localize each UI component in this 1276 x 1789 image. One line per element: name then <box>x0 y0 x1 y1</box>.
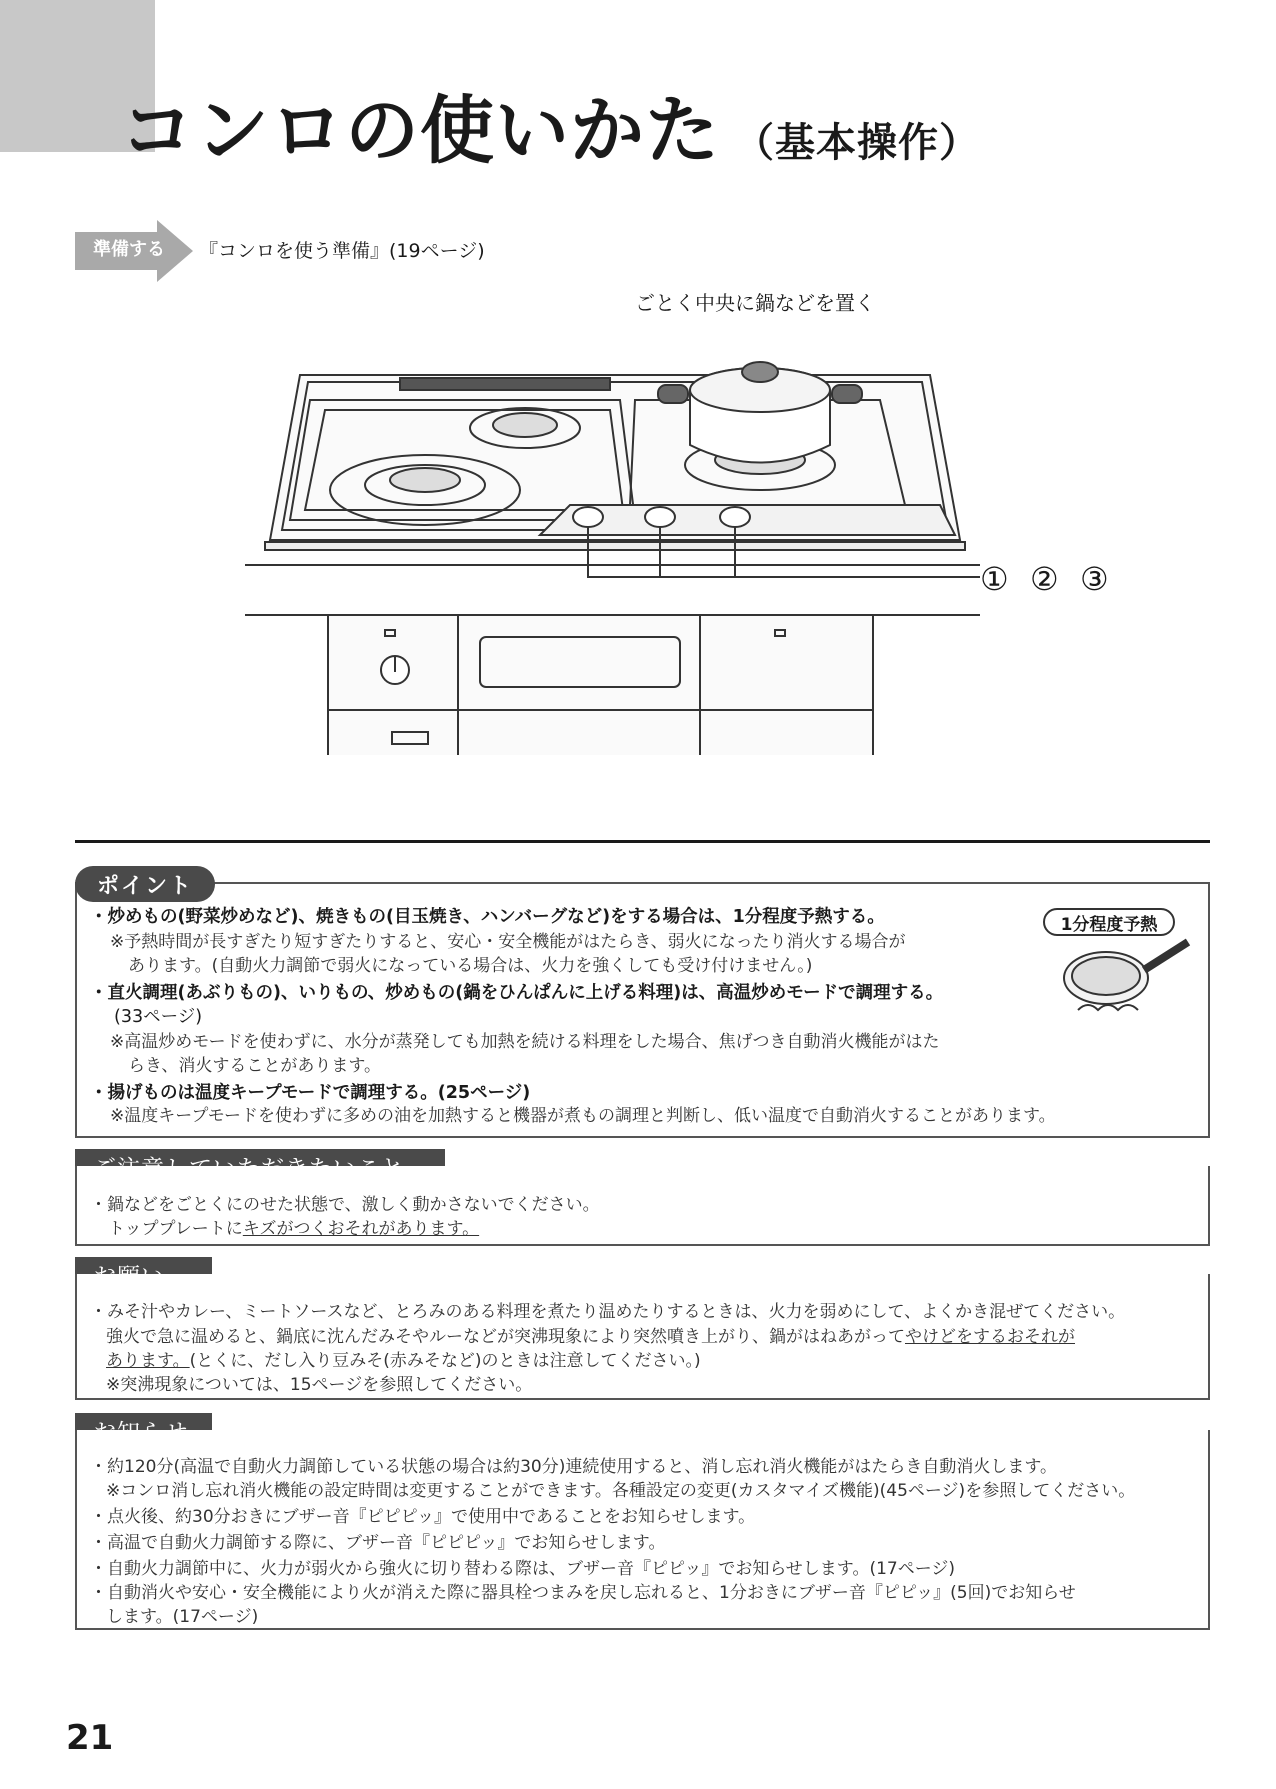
notice-line-1: ・約120分(高温で自動火力調節している状態の場合は約30分)連続使用すると、消し忘れ消火機能がはたらき自動消火します。 <box>90 1457 1057 1477</box>
section-rule <box>75 840 1210 843</box>
notice-line-4: ・高温で自動火力調節する際に、ブザー音『ピピピッ』でお知らせします。 <box>90 1533 666 1553</box>
preheat-badge: 1分程度予熱 <box>1043 908 1175 936</box>
stove-illustration <box>240 280 980 755</box>
prep-reference: 『コンロを使う準備』(19ページ) <box>199 239 485 262</box>
point-line-7: らき、消火することがあります。 <box>128 1056 381 1076</box>
callout-3: ③ <box>1080 560 1109 598</box>
notice-line-6: ・自動消火や安心・安全機能により火が消えた際に器具栓つまみを戻し忘れると、1分おきにブザー音『ピピッ』(5回)でお知らせ <box>90 1583 1076 1603</box>
request-line-3-post: (とくに、だし入り豆みそ(赤みそなど)のときは注意してください。) <box>189 1351 701 1371</box>
point-line-1: ・炒めもの(野菜炒めなど)、焼きもの(目玉焼き、ハンバーグなど)をする場合は、1分程度予熱する。 <box>90 907 885 927</box>
caution-line-2-pre: トッププレートに <box>108 1219 243 1239</box>
point-line-2: ※予熱時間が長すぎたり短すぎたりすると、安心・安全機能がはたらき、弱火になったり消火する場合が <box>110 932 906 952</box>
point-line-6: ※高温炒めモードを使わずに、水分が蒸発しても加熱を続ける料理をした場合、焦げつき自動消火機能がはた <box>110 1032 940 1052</box>
point-tab: ポイント <box>75 866 215 902</box>
request-line-2-pre: 強火で急に温めると、鍋底に沈んだみそやルーなどが突沸現象により突然噴き上がり、鍋がはねあがって <box>106 1327 905 1347</box>
prep-row <box>75 220 485 282</box>
caution-line-2 <box>108 1217 479 1241</box>
request-line-2 <box>106 1325 1075 1349</box>
point-line-9: ※温度キープモードを使わずに多めの油を加熱すると機器が煮もの調理と判断し、低い温度で自動消火することがあります。 <box>110 1106 1056 1126</box>
request-line-2-warning: やけどをするおそれが <box>905 1327 1075 1347</box>
point-line-3: あります。(自動火力調節で弱火になっている場合は、火力を強くしても受け付けません。) <box>128 956 813 976</box>
callout-2: ② <box>1030 560 1059 598</box>
request-line-1: ・みそ汁やカレー、ミートソースなど、とろみのある料理を煮たり温めたりするときは、火力を弱めにして、よくかき混ぜてください。 <box>90 1302 1126 1322</box>
notice-line-2: ※コンロ消し忘れ消火機能の設定時間は変更することができます。各種設定の変更(カスタマイズ機能)(45ページ)を参照してください。 <box>106 1481 1136 1501</box>
point-line-5: (33ページ) <box>114 1007 203 1027</box>
frying-pan-icon <box>1058 930 1198 1030</box>
pot-caption: ごとく中央に鍋などを置く <box>635 291 875 315</box>
callout-1: ① <box>980 560 1009 598</box>
page-title <box>120 72 980 178</box>
page-number: 21 <box>66 1718 114 1758</box>
request-line-3 <box>106 1349 701 1373</box>
title-main: コンロの使いかた <box>120 88 720 174</box>
request-line-3-warning: あります。 <box>106 1351 190 1371</box>
notice-line-3: ・点火後、約30分おきにブザー音『ピピピッ』で使用中であることをお知らせします。 <box>90 1507 756 1527</box>
caution-line-1: ・鍋などをごとくにのせた状態で、激しく動かさないでください。 <box>90 1195 600 1215</box>
point-line-8: ・揚げものは温度キープモードで調理する。(25ページ) <box>90 1083 531 1103</box>
request-line-4: ※突沸現象については、15ページを参照してください。 <box>106 1375 533 1395</box>
prep-arrow-icon <box>75 220 193 282</box>
point-line-4: ・直火調理(あぶりもの)、いりもの、炒めもの(鍋をひんぱんに上げる料理)は、高温炒めモードで調理する。 <box>90 983 944 1003</box>
notice-line-7: します。(17ページ) <box>106 1607 259 1627</box>
title-sub: （基本操作） <box>734 120 980 166</box>
prep-label: 準備する <box>93 239 165 260</box>
notice-line-5: ・自動火力調節中に、火力が弱火から強火に切り替わる際は、ブザー音『ピピッ』でお知らせします。(17ページ) <box>90 1559 956 1579</box>
caution-line-2-warning: キズがつくおそれがあります。 <box>242 1219 480 1239</box>
